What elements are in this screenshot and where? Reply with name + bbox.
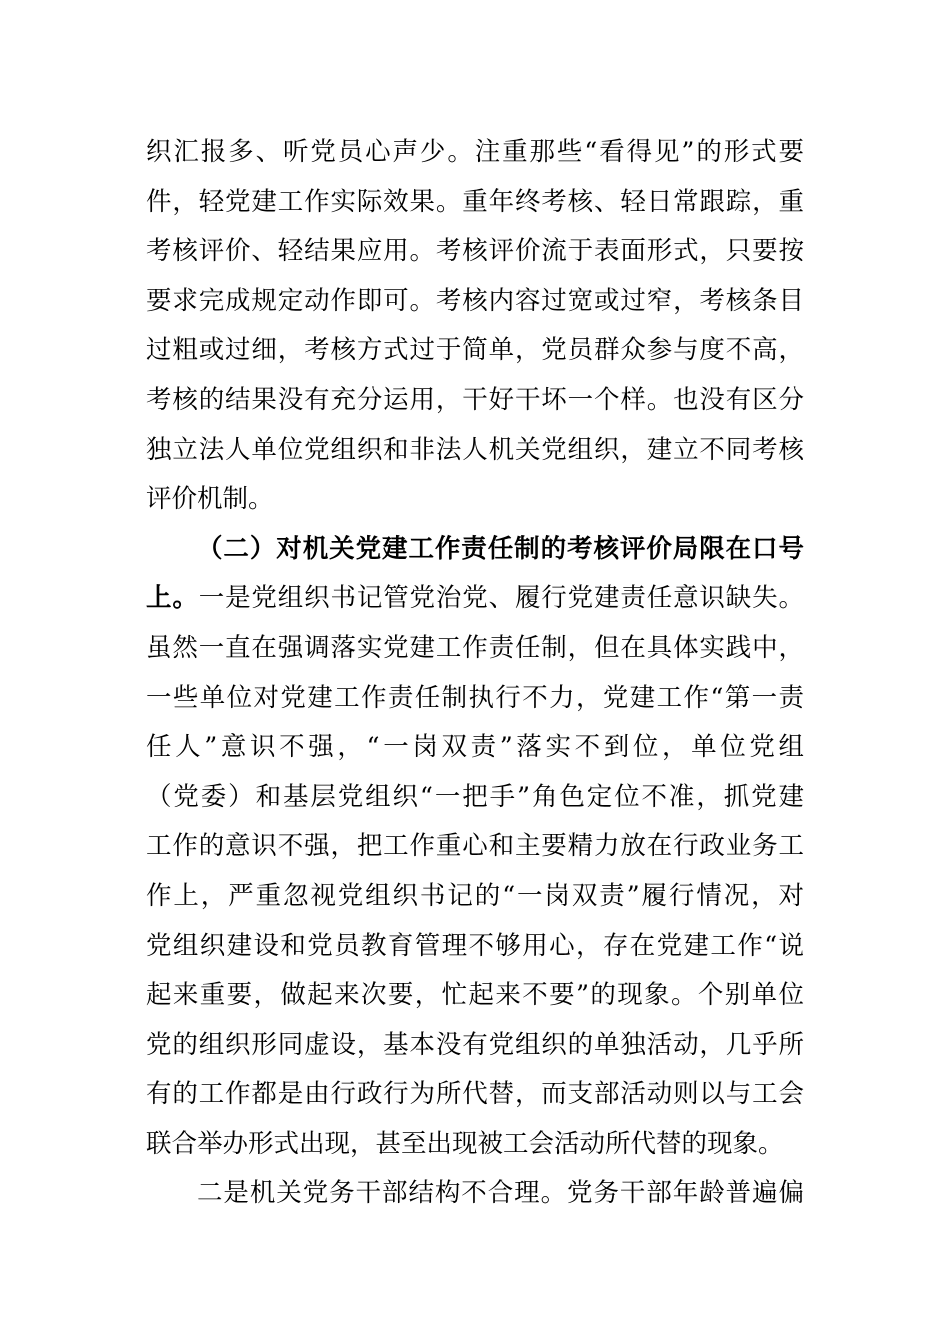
text-line: 起来重要，做起来次要，忙起来不要”的现象。个别单位 xyxy=(146,980,804,1011)
paragraph-cadre-structure xyxy=(146,1169,804,1219)
text-line: 任人”意识不强，“一岗双责”落实不到位，单位党组 xyxy=(146,732,804,763)
text-line: 二是机关党务干部结构不合理。党务干部年龄普遍偏 xyxy=(197,1178,804,1209)
text-line: 党的组织形同虚设，基本没有党组织的单独活动，几乎所 xyxy=(146,1029,804,1060)
text-line: 考核的结果没有充分运用，干好干坏一个样。也没有区分 xyxy=(146,384,804,415)
text-line: 虽然一直在强调落实党建工作责任制，但在具体实践中， xyxy=(146,632,804,663)
text-line: 有的工作都是由行政行为所代替，而支部活动则以与工会 xyxy=(146,1079,804,1110)
text-line: 联合举办形式出现，甚至出现被工会活动所代替的现象。 xyxy=(146,1128,784,1159)
text-line: 评价机制。 xyxy=(146,484,274,515)
paragraph-responsibility-system xyxy=(146,525,804,1170)
text-run: 一是党组织书记管党治党、履行党建责任意识缺失。 xyxy=(198,583,804,614)
text-line: 一些单位对党建工作责任制执行不力，党建工作“第一责 xyxy=(146,682,804,713)
text-line: （党委）和基层党组织“一把手”角色定位不准，抓党建 xyxy=(146,781,804,812)
text-line: 独立法人单位党组织和非法人机关党组织，建立不同考核 xyxy=(146,434,804,465)
document-body xyxy=(146,128,804,1219)
text-line: 考核评价、轻结果应用。考核评价流于表面形式，只要按 xyxy=(146,236,804,267)
text-line: 要求完成规定动作即可。考核内容过宽或过窄，考核条目 xyxy=(146,285,804,316)
paragraph-assessment-issues xyxy=(146,128,804,525)
text-line: 党组织建设和党员教育管理不够用心，存在党建工作“说 xyxy=(146,930,804,961)
section-heading-end: 上。 xyxy=(146,583,199,614)
text-line: 织汇报多、听党员心声少。注重那些“看得见”的形式要 xyxy=(146,137,804,167)
text-line: 过粗或过细，考核方式过于简单，党员群众参与度不高， xyxy=(146,335,804,366)
text-line xyxy=(146,574,804,624)
text-line: 工作的意识不强，把工作重心和主要精力放在行政业务工 xyxy=(146,831,804,862)
text-line: 作上，严重忽视党组织书记的“一岗双责”履行情况，对 xyxy=(146,880,804,911)
text-line: 件，轻党建工作实际效果。重年终考核、轻日常跟踪，重 xyxy=(146,186,804,217)
section-heading: （二）对机关党建工作责任制的考核评价局限在口号 xyxy=(197,533,804,564)
